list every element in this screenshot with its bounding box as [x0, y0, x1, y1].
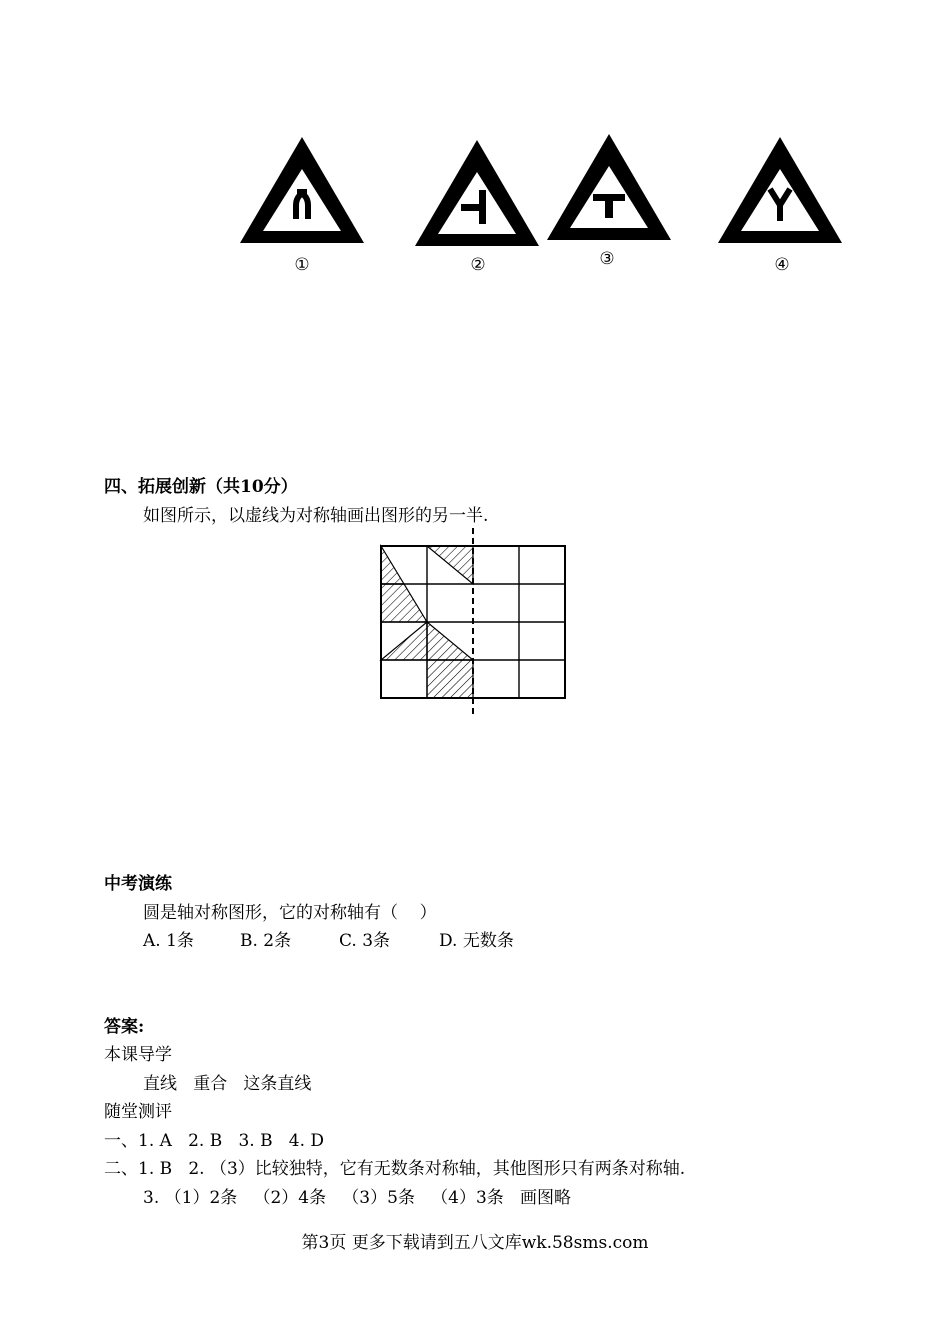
section-heading: 四、拓展创新（共10分）: [104, 477, 298, 497]
sign-label-1: ①: [294, 255, 310, 275]
answers-heading: 答案:: [104, 1017, 145, 1037]
answers-part1-content: 直线 重合 这条直线: [143, 1074, 312, 1094]
sign-label-3: ③: [599, 249, 615, 269]
answers-line2: 二、1. B 2. （3）比较独特，它有无数条对称轴，其他图形只有两条对称轴.: [104, 1159, 686, 1179]
sign-label-2: ②: [470, 255, 486, 275]
option-d: D. 无数条: [439, 931, 514, 951]
section-instruction: 如图所示，以虚线为对称轴画出图形的另一半.: [143, 506, 489, 526]
option-a: A. 1条: [143, 931, 194, 951]
sign-1: [238, 135, 366, 245]
t-junction-sign-icon: [545, 132, 673, 242]
sign-label-4: ④: [774, 255, 790, 275]
option-b: B. 2条: [240, 931, 292, 951]
side-road-sign-icon: [413, 138, 541, 248]
answers-line1: 一、1. A 2. B 3. B 4. D: [104, 1131, 325, 1151]
answers-part1-title: 本课导学: [104, 1045, 172, 1065]
symmetry-grid-figure: [378, 528, 572, 720]
answers-part2-title: 随堂测评: [104, 1102, 172, 1122]
y-junction-sign-icon: [716, 135, 844, 245]
narrow-road-sign-icon: [238, 135, 366, 245]
exam-heading: 中考演练: [104, 874, 172, 894]
sign-4: [716, 135, 844, 245]
exam-question: 圆是轴对称图形，它的对称轴有（ ）: [143, 903, 437, 923]
answers-line3: 3. （1）2条 （2）4条 （3）5条 （4）3条 画图略: [143, 1188, 571, 1208]
page-footer: 第3页 更多下载请到五八文库wk.58sms.com: [301, 1233, 649, 1253]
sign-2: [413, 138, 541, 248]
option-c: C. 3条: [339, 931, 391, 951]
sign-3: [545, 132, 673, 242]
